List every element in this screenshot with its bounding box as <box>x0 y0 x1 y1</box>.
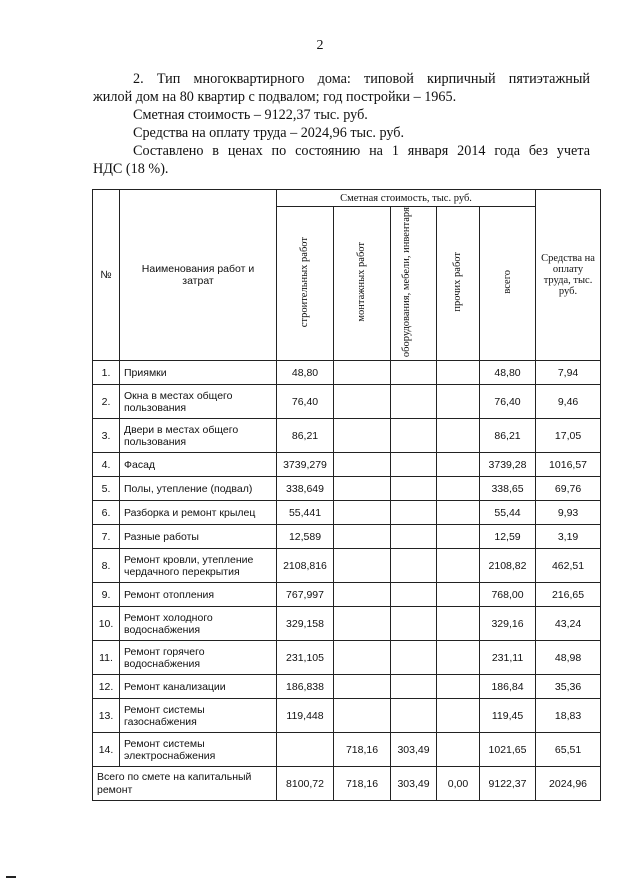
cell-labor: 216,65 <box>536 583 601 607</box>
cell-total: 3739,28 <box>480 453 536 477</box>
row-name: Разборка и ремонт крылец <box>120 501 277 525</box>
row-number: 10. <box>93 607 120 641</box>
row-name: Ремонт отопления <box>120 583 277 607</box>
cell-labor: 43,24 <box>536 607 601 641</box>
header-total: всего <box>480 207 536 361</box>
cell-installation <box>334 699 391 733</box>
cell-other <box>437 419 480 453</box>
table-row <box>93 501 601 525</box>
cell-equipment <box>391 525 437 549</box>
row-number: 9. <box>93 583 120 607</box>
cell-construction: 86,21 <box>277 419 334 453</box>
cell-other <box>437 453 480 477</box>
cell-total: 48,80 <box>480 361 536 385</box>
row-name: Разные работы <box>120 525 277 549</box>
table-row <box>93 419 601 453</box>
paragraph-house-type-line2: жилой дом на 80 квартир с подвалом; год постройки – 1965. <box>93 89 457 105</box>
cell-equipment <box>391 699 437 733</box>
row-number: 4. <box>93 453 120 477</box>
header-installation: монтажных работ <box>334 207 391 361</box>
cell-equipment <box>391 549 437 583</box>
estimate-table <box>92 189 601 801</box>
cell-installation <box>334 385 391 419</box>
cell-installation <box>334 607 391 641</box>
cell-equipment <box>391 453 437 477</box>
paragraph-labor-cost: Средства на оплату труда – 2024,96 тыс. руб. <box>133 125 405 141</box>
table-row <box>93 607 601 641</box>
cell-labor: 18,83 <box>536 699 601 733</box>
cell-other <box>437 699 480 733</box>
table-row <box>93 699 601 733</box>
row-number: 1. <box>93 361 120 385</box>
cell-labor: 7,94 <box>536 361 601 385</box>
cell-other <box>437 525 480 549</box>
paragraph-prices-note-line2: НДС (18 %). <box>93 161 169 177</box>
row-number: 14. <box>93 733 120 767</box>
table-row <box>93 453 601 477</box>
row-name: Окна в местах общего пользования <box>120 385 277 419</box>
total-labor: 2024,96 <box>536 767 601 801</box>
cell-construction: 3739,279 <box>277 453 334 477</box>
cell-construction: 12,589 <box>277 525 334 549</box>
total-total: 9122,37 <box>480 767 536 801</box>
cell-installation <box>334 549 391 583</box>
total-row <box>93 767 601 801</box>
table-row <box>93 733 601 767</box>
row-name: Ремонт системы газоснабжения <box>120 699 277 733</box>
cell-labor: 462,51 <box>536 549 601 583</box>
cell-construction: 76,40 <box>277 385 334 419</box>
row-name: Полы, утепление (подвал) <box>120 477 277 501</box>
cell-construction: 48,80 <box>277 361 334 385</box>
cell-equipment <box>391 361 437 385</box>
row-number: 3. <box>93 419 120 453</box>
cell-construction: 231,105 <box>277 641 334 675</box>
cell-equipment <box>391 583 437 607</box>
row-number: 12. <box>93 675 120 699</box>
cell-installation <box>334 583 391 607</box>
paragraph-estimate-cost: Сметная стоимость – 9122,37 тыс. руб. <box>133 107 368 123</box>
row-name: Приямки <box>120 361 277 385</box>
row-name: Ремонт холодного водоснабжения <box>120 607 277 641</box>
paragraph-house-type-line1: 2. Тип многоквартирного дома: типовой кирпичный пятиэтажный <box>133 71 590 87</box>
row-name: Ремонт кровли, утепление чердачного перекрытия <box>120 549 277 583</box>
cell-construction: 2108,816 <box>277 549 334 583</box>
cell-installation <box>334 361 391 385</box>
total-installation: 718,16 <box>334 767 391 801</box>
row-number: 2. <box>93 385 120 419</box>
cell-construction: 767,997 <box>277 583 334 607</box>
cell-other <box>437 733 480 767</box>
cell-equipment <box>391 419 437 453</box>
cell-installation <box>334 477 391 501</box>
cell-labor: 69,76 <box>536 477 601 501</box>
table-row <box>93 385 601 419</box>
cell-total: 86,21 <box>480 419 536 453</box>
cell-construction: 55,441 <box>277 501 334 525</box>
row-number: 13. <box>93 699 120 733</box>
row-name: Фасад <box>120 453 277 477</box>
total-construction: 8100,72 <box>277 767 334 801</box>
table-row <box>93 525 601 549</box>
cell-total: 119,45 <box>480 699 536 733</box>
table-row <box>93 641 601 675</box>
row-name: Ремонт горячего водоснабжения <box>120 641 277 675</box>
cell-other <box>437 361 480 385</box>
row-number: 5. <box>93 477 120 501</box>
header-num: № <box>93 190 120 361</box>
cell-equipment <box>391 477 437 501</box>
table-row <box>93 361 601 385</box>
page-number: 2 <box>316 38 324 53</box>
cell-other <box>437 583 480 607</box>
header-equipment: оборудования, мебели, инвентаря <box>391 207 437 361</box>
margin-mark <box>6 876 16 878</box>
cell-equipment <box>391 501 437 525</box>
cell-total: 231,11 <box>480 641 536 675</box>
cell-installation: 718,16 <box>334 733 391 767</box>
cell-construction: 119,448 <box>277 699 334 733</box>
cell-total: 55,44 <box>480 501 536 525</box>
cell-total: 12,59 <box>480 525 536 549</box>
cell-labor: 9,93 <box>536 501 601 525</box>
cell-equipment <box>391 385 437 419</box>
row-name: Двери в местах общего пользования <box>120 419 277 453</box>
row-name: Ремонт канализации <box>120 675 277 699</box>
table-row <box>93 477 601 501</box>
cell-total: 186,84 <box>480 675 536 699</box>
cell-installation <box>334 641 391 675</box>
cell-labor: 35,36 <box>536 675 601 699</box>
cell-equipment <box>391 641 437 675</box>
cell-installation <box>334 453 391 477</box>
paragraph-prices-note-line1: Составлено в ценах по состоянию на 1 января 2014 года без учета <box>133 143 590 159</box>
header-other: прочих работ <box>437 207 480 361</box>
cell-equipment <box>391 607 437 641</box>
total-equipment: 303,49 <box>391 767 437 801</box>
cell-installation <box>334 419 391 453</box>
cell-other <box>437 675 480 699</box>
cell-labor: 65,51 <box>536 733 601 767</box>
table-row <box>93 583 601 607</box>
cell-installation <box>334 501 391 525</box>
cell-other <box>437 477 480 501</box>
cell-labor: 1016,57 <box>536 453 601 477</box>
header-labor: Средства на оплату труда, тыс. руб. <box>536 190 601 361</box>
cell-construction: 186,838 <box>277 675 334 699</box>
cell-other <box>437 549 480 583</box>
cell-construction: 329,158 <box>277 607 334 641</box>
cell-equipment: 303,49 <box>391 733 437 767</box>
table-row <box>93 549 601 583</box>
cell-total: 1021,65 <box>480 733 536 767</box>
cell-total: 329,16 <box>480 607 536 641</box>
cell-total: 338,65 <box>480 477 536 501</box>
row-number: 7. <box>93 525 120 549</box>
table-row <box>93 675 601 699</box>
cell-construction: 338,649 <box>277 477 334 501</box>
cell-labor: 3,19 <box>536 525 601 549</box>
cell-other <box>437 501 480 525</box>
total-other: 0,00 <box>437 767 480 801</box>
cell-total: 768,00 <box>480 583 536 607</box>
row-number: 8. <box>93 549 120 583</box>
cell-equipment <box>391 675 437 699</box>
cell-installation <box>334 675 391 699</box>
cell-other <box>437 385 480 419</box>
cell-construction <box>277 733 334 767</box>
cell-total: 76,40 <box>480 385 536 419</box>
row-number: 11. <box>93 641 120 675</box>
header-name: Наименования работ и затрат <box>120 190 277 361</box>
cell-installation <box>334 525 391 549</box>
cell-labor: 9,46 <box>536 385 601 419</box>
total-label: Всего по смете на капитальный ремонт <box>93 767 277 801</box>
cell-total: 2108,82 <box>480 549 536 583</box>
row-number: 6. <box>93 501 120 525</box>
row-name: Ремонт системы электроснабжения <box>120 733 277 767</box>
cell-labor: 48,98 <box>536 641 601 675</box>
cell-other <box>437 607 480 641</box>
cell-other <box>437 641 480 675</box>
cell-labor: 17,05 <box>536 419 601 453</box>
header-construction: строительных работ <box>277 207 334 361</box>
header-estimate-group: Сметная стоимость, тыс. руб. <box>277 190 536 207</box>
